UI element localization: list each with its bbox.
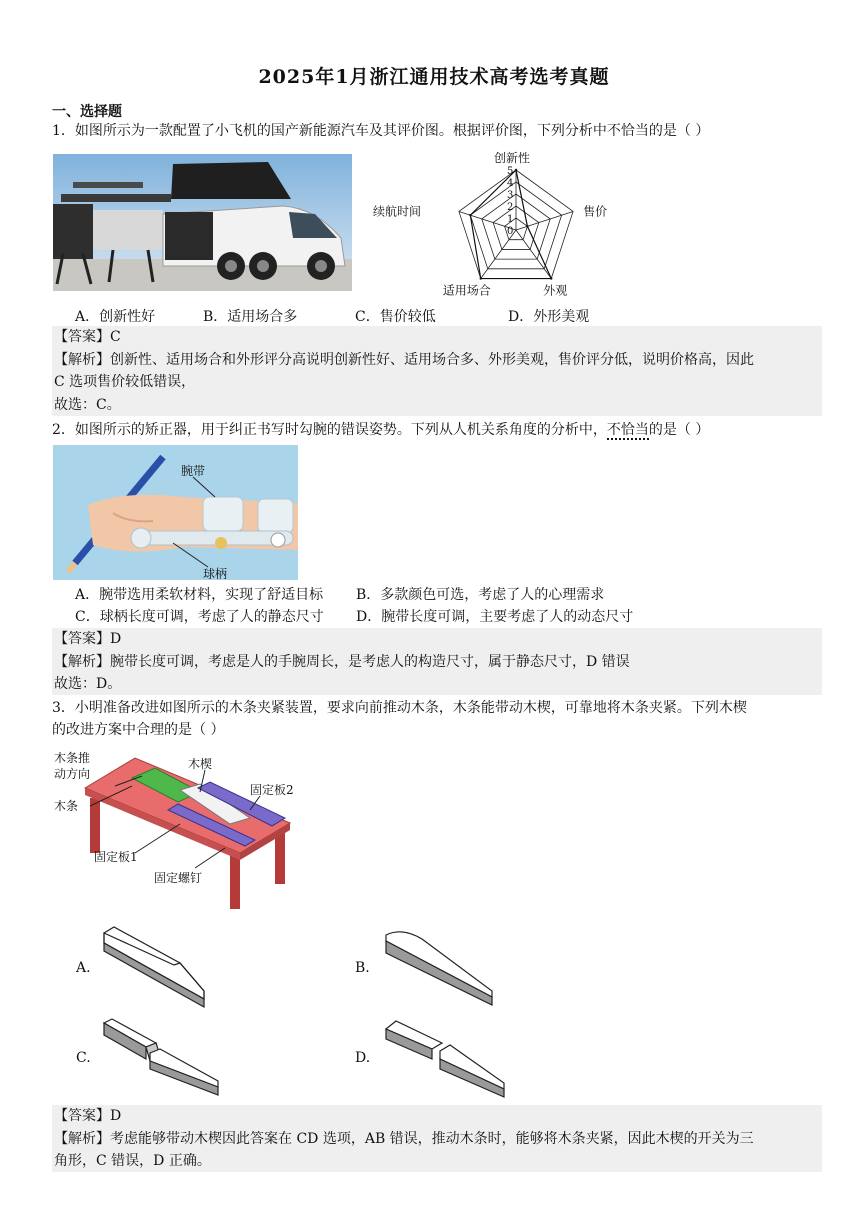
- q1-answer-box: [52, 326, 822, 416]
- q2-analysis: 【解析】腕带长度可调，考虑是人的手腕周长，是考虑人的构造尺寸，属于静态尺寸，D 错误: [54, 653, 630, 670]
- q1-radar-chart: [372, 144, 610, 304]
- label-ball-handle: 球柄: [203, 567, 228, 581]
- q3-answer-box: [52, 1105, 822, 1172]
- radar-axis-label: 售价: [583, 204, 608, 219]
- q3-option-a-letter: A.: [76, 960, 91, 976]
- radar-tick-label: 3: [507, 190, 514, 201]
- radar-svg: [372, 144, 610, 304]
- q2-answer-box: [52, 628, 822, 695]
- radar-tick-label: 1: [507, 214, 514, 225]
- q2-option-c: C．球柄长度可调，考虑了人的静态尺寸: [75, 609, 324, 625]
- q3-analysis-line1: 【解析】考虑能够带动木楔因此答案在 CD 选项，AB 错误，推动木条时，能够将木条夹紧，因此木楔的开关为三: [54, 1130, 754, 1147]
- radar-tick-label: 2: [507, 202, 514, 213]
- q2-option-a: A．腕带选用柔软材料，实现了舒适目标: [75, 587, 324, 603]
- radar-data-point: [480, 277, 482, 279]
- q2-stem-pre: 2．如图所示的矫正器，用于纠正书写时勾腕的错误姿势。下列从人机关系角度的分析中，: [52, 422, 607, 438]
- q2-answer: 【答案】D: [54, 631, 122, 647]
- q3-analysis-line2: 角形，C 错误，D 正确。: [54, 1153, 211, 1169]
- page-title: 2025年1月浙江通用技术高考选考真题: [258, 66, 610, 88]
- radar-data-point: [515, 169, 517, 171]
- label-wrist-band: 腕带: [181, 464, 206, 478]
- radar-data-point: [550, 277, 552, 279]
- radar-data-point: [526, 225, 528, 227]
- radar-axis-label: 适用场合: [442, 283, 491, 298]
- q1-option-a: A．创新性好: [75, 309, 156, 325]
- q2-conclusion: 故选：D。: [54, 676, 122, 692]
- q3-option-d-figure: [382, 1015, 510, 1100]
- label-wood-strip: 木条: [54, 799, 79, 813]
- q3-option-b-figure: [382, 925, 497, 1010]
- q1-analysis-line2: C 选项售价较低错误，: [54, 374, 196, 390]
- radar-tick-label: 0: [507, 226, 514, 237]
- label-push-2: 动方向: [54, 767, 91, 781]
- radar-data-point: [469, 214, 471, 216]
- radar-tick-label: 4: [507, 178, 514, 189]
- q3-answer: 【答案】D: [54, 1108, 122, 1124]
- q1-stem: 1．如图所示为一款配置了小飞机的国产新能源汽车及其评价图。根据评价图，下列分析中不恰当的是（ ）: [52, 123, 710, 139]
- label-plate-2: 固定板2: [250, 783, 294, 797]
- q1-option-c: C．售价较低: [355, 309, 436, 325]
- radar-axis-label: 外观: [543, 283, 568, 298]
- radar-axis-label: 续航时间: [372, 204, 421, 219]
- q3-clamp-device: [50, 748, 310, 913]
- q1-option-b: B．适用场合多: [203, 309, 298, 325]
- label-push-1: 木条推: [54, 751, 91, 765]
- car-illustration: [53, 154, 352, 291]
- q3-option-c-letter: C.: [76, 1050, 91, 1066]
- q3-option-a-figure: [100, 925, 210, 1010]
- q3-stem-line1: 3．小明准备改进如图所示的木条夹紧装置，要求向前推动木条，木条能带动木楔，可靠地将木条夹紧。下列木楔: [52, 700, 747, 716]
- label-wedge: 木楔: [188, 757, 213, 771]
- q2-stem: [52, 420, 709, 440]
- q2-corrector-photo: [53, 445, 298, 580]
- q1-analysis-line1: 【解析】创新性、适用场合和外形评分高说明创新性好、适用场合多、外形美观，售价评分低，说明价格高，因此: [54, 351, 754, 368]
- section-title: 一、选择题: [52, 104, 122, 120]
- q1-option-d: D．外形美观: [508, 309, 590, 325]
- q1-conclusion: 故选：C。: [54, 396, 121, 413]
- radar-axis-label: 创新性: [494, 151, 531, 165]
- q2-stem-post: 的是（ ）: [648, 422, 710, 438]
- radar-tick-label: 5: [507, 166, 514, 177]
- q3-option-d-letter: D.: [355, 1050, 371, 1066]
- q1-car-photo: [53, 154, 352, 291]
- q3-option-c-figure: [100, 1015, 225, 1100]
- label-plate-1: 固定板1: [94, 850, 138, 864]
- q2-stem-emphasis: 不恰当: [606, 422, 649, 438]
- label-screw: 固定螺钉: [154, 871, 203, 885]
- q3-stem-line2: 的改进方案中合理的是（ ）: [52, 722, 225, 738]
- q2-option-d: D．腕带长度可调，主要考虑了人的动态尺寸: [356, 609, 634, 625]
- q3-option-b-letter: B.: [355, 960, 370, 976]
- q1-answer: 【答案】C: [54, 329, 121, 345]
- q2-option-b: B．多款颜色可选，考虑了人的心理需求: [356, 587, 605, 603]
